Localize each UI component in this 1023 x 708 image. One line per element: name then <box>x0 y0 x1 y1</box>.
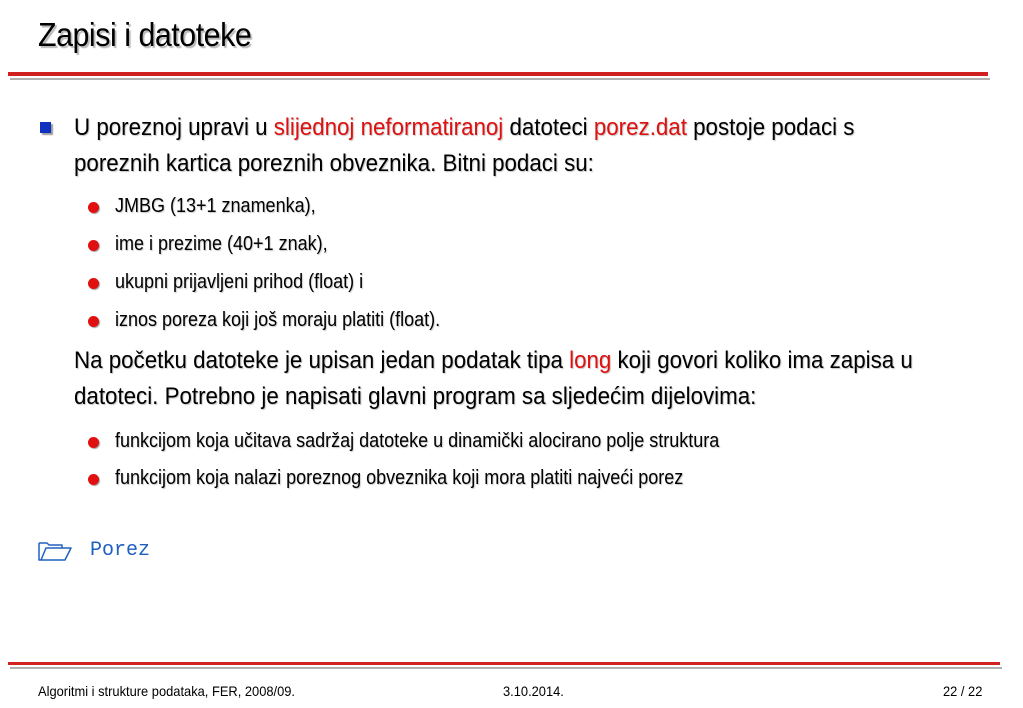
task-paragraph <box>74 343 930 415</box>
list-item: ukupni prijavljeni prihod (float) i <box>115 271 364 293</box>
round-bullet-icon <box>88 278 99 289</box>
round-bullet-icon <box>88 474 99 485</box>
folder-open-icon[interactable] <box>38 540 72 562</box>
title-divider <box>8 72 988 76</box>
footer-course: Algoritmi i strukture podataka, FER, 2008/09. <box>38 683 296 699</box>
intro-text-2: datoteci <box>503 114 594 141</box>
porez-link-label[interactable]: Porez <box>90 539 151 562</box>
footer-date: 3.10.2014. <box>503 683 564 699</box>
footer-divider-shadow <box>10 667 1002 669</box>
intro-text-1: U poreznoj upravi u <box>74 114 274 141</box>
round-bullet-icon <box>88 316 99 327</box>
round-bullet-icon <box>88 437 99 448</box>
task-text-2: koji govori koliko ima zapisa u datoteci. Potrebno je napisati glavni program sa sljedećim dijelovima: <box>74 347 913 410</box>
highlight-type-long: long <box>569 347 612 374</box>
highlight-file-type: slijednoj neformatiranoj <box>273 114 504 141</box>
list-item: ime i prezime (40+1 znak), <box>115 233 328 255</box>
highlight-file-name: porez.dat <box>593 114 687 141</box>
list-item: funkcijom koja učitava sadržaj datoteke u dinamički alocirano polje struktura <box>115 430 720 452</box>
round-bullet-icon <box>88 202 99 213</box>
list-item: funkcijom koja nalazi poreznog obveznika koji mora platiti najveći porez <box>115 467 684 489</box>
footer-page-number: 22 / 22 <box>943 683 983 699</box>
list-item: JMBG (13+1 znamenka), <box>115 195 316 217</box>
task-text-1: Na početku datoteke je upisan jedan podatak tipa <box>74 347 570 374</box>
slide-title: Zapisi i datoteke <box>38 16 252 53</box>
intro-paragraph <box>74 110 930 182</box>
title-divider-shadow <box>10 78 990 80</box>
footer-divider <box>8 662 1000 665</box>
list-item: iznos poreza koji još moraju platiti (float). <box>115 309 441 331</box>
intro-text-3: postoje podaci s poreznih kartica poreznih obveznika. Bitni podaci su: <box>74 114 855 177</box>
square-bullet-icon <box>40 122 51 133</box>
round-bullet-icon <box>88 240 99 251</box>
